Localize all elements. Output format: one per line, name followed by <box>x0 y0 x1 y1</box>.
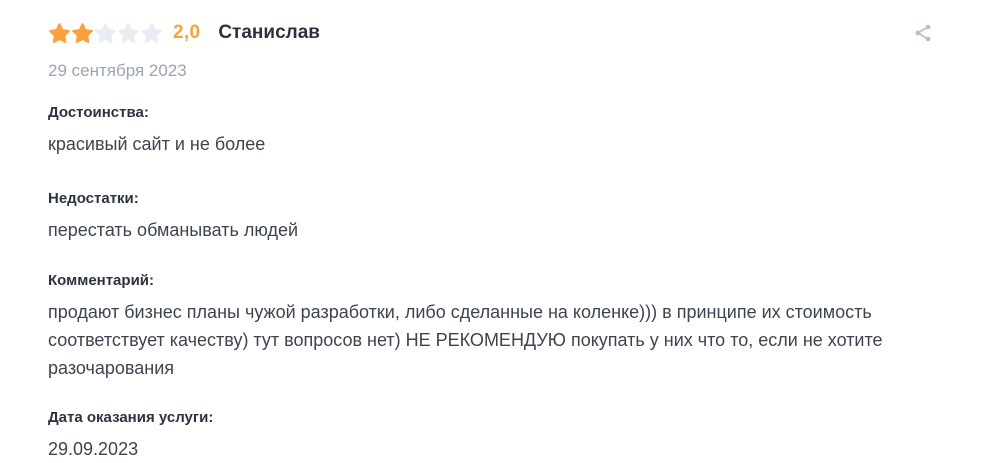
star-filled-icon <box>71 22 94 45</box>
star-empty-icon <box>140 22 163 45</box>
star-filled-icon <box>48 22 71 45</box>
share-button[interactable] <box>910 20 936 46</box>
rating-value: 2,0 <box>173 22 201 43</box>
disadvantages-text: перестать обманывать людей <box>48 220 299 240</box>
share-icon <box>912 22 934 44</box>
section-disadvantages <box>48 190 940 244</box>
comment-label: Комментарий: <box>48 272 155 289</box>
review-header <box>48 20 940 46</box>
section-comment <box>48 272 940 382</box>
service-date-text: 29.09.2023 <box>48 439 139 459</box>
advantages-label: Достоинства: <box>48 104 149 121</box>
reviewer-name: Станислав <box>218 22 320 43</box>
star-rating <box>48 22 163 45</box>
star-empty-icon <box>117 22 140 45</box>
review-date: 29 сентября 2023 <box>48 61 187 80</box>
disadvantages-label: Недостатки: <box>48 190 139 207</box>
section-service-date <box>48 409 940 463</box>
star-empty-icon <box>94 22 117 45</box>
advantages-text: красивый сайт и не более <box>48 134 266 154</box>
section-advantages <box>48 104 940 158</box>
service-date-label: Дата оказания услуги: <box>48 409 214 426</box>
comment-text: продают бизнес планы чужой разработки, либо сделанные на коленке))) в принципе их стоимость соответствует качеству) тут вопросов нет) НЕ РЕКОМЕНДУЮ покупать у них что то, если не хотите разочарования <box>48 302 883 378</box>
